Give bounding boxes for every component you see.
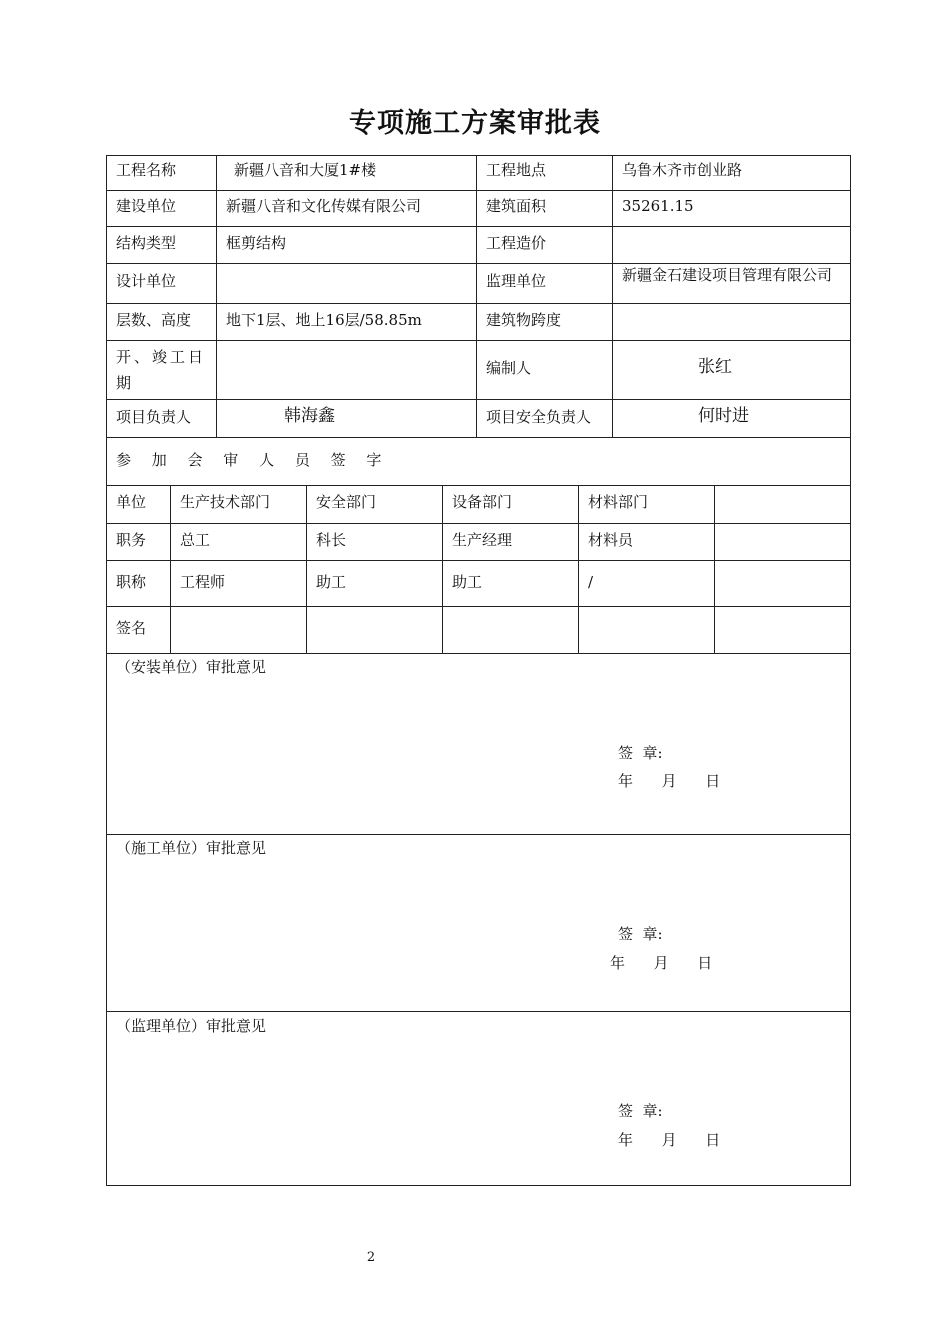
builder-label: 建设单位 — [116, 197, 177, 215]
floors-label: 层数、高度 — [116, 311, 192, 329]
supervisor-label: 监理单位 — [486, 272, 547, 290]
review-cell: 科长 — [316, 531, 347, 549]
column-divider — [476, 155, 477, 438]
area-value: 35261.15 — [622, 197, 694, 215]
safety-label: 项目安全负责人 — [486, 408, 592, 426]
project-name-label: 工程名称 — [116, 161, 177, 179]
review-cell: 助工 — [452, 573, 483, 591]
review-cell: 设备部门 — [452, 493, 513, 511]
review-cell: 安全部门 — [316, 493, 377, 511]
floors-value: 地下1层、地上16层/58.85m — [226, 311, 422, 329]
construction-seal-label: 签 章: — [618, 925, 663, 943]
row-divider — [106, 399, 851, 400]
column-divider — [442, 485, 443, 654]
review-row-label: 职称 — [116, 573, 147, 591]
project-location-label: 工程地点 — [486, 161, 547, 179]
review-cell: 工程师 — [180, 573, 226, 591]
review-row-label: 单位 — [116, 493, 147, 511]
review-row-label: 职务 — [116, 531, 147, 549]
row-divider — [106, 1011, 851, 1012]
dates-label: 开、竣工日期 — [116, 348, 207, 392]
safety-value: 何时进 — [698, 406, 749, 426]
supervision-opinion-label: （监理单位）审批意见 — [116, 1017, 267, 1035]
construction-date-label: 年 月 日 — [610, 954, 713, 972]
row-divider — [106, 653, 851, 654]
row-divider — [106, 190, 851, 191]
row-divider — [106, 340, 851, 341]
column-divider — [216, 155, 217, 438]
supervision-date-label: 年 月 日 — [618, 1131, 721, 1149]
project-name-value: 新疆八音和大厦1#楼 — [234, 161, 377, 179]
page-number: 2 — [366, 1250, 376, 1265]
column-divider — [306, 485, 307, 654]
design-label: 设计单位 — [116, 272, 177, 290]
review-cell: 材料部门 — [588, 493, 649, 511]
row-divider — [106, 485, 851, 486]
review-cell: 助工 — [316, 573, 347, 591]
review-cell: 生产技术部门 — [180, 493, 271, 511]
pm-value: 韩海鑫 — [284, 406, 335, 426]
install-opinion-label: （安装单位）审批意见 — [116, 658, 267, 676]
pm-label: 项目负责人 — [116, 408, 192, 426]
row-divider — [106, 437, 851, 438]
page-title: 专项施工方案审批表 — [349, 108, 601, 139]
row-divider — [106, 560, 851, 561]
column-divider — [578, 485, 579, 654]
row-divider — [106, 606, 851, 607]
span-label: 建筑物跨度 — [486, 311, 562, 329]
review-cell: 生产经理 — [452, 531, 513, 549]
review-cell: 总工 — [180, 531, 211, 549]
review-section-label: 参 加 会 审 人 员 签 字 — [116, 451, 390, 469]
supervisor-value: 新疆金石建设项目管理有限公司 — [622, 266, 833, 284]
structure-label: 结构类型 — [116, 234, 177, 252]
author-value: 张红 — [698, 357, 732, 377]
row-divider — [106, 226, 851, 227]
structure-value: 框剪结构 — [226, 234, 287, 252]
project-location-value: 乌鲁木齐市创业路 — [622, 161, 743, 179]
column-divider — [612, 155, 613, 438]
author-label: 编制人 — [486, 359, 532, 377]
supervision-seal-label: 签 章: — [618, 1102, 663, 1120]
construction-opinion-label: （施工单位）审批意见 — [116, 839, 267, 857]
cost-label: 工程造价 — [486, 234, 547, 252]
builder-value: 新疆八音和文化传媒有限公司 — [226, 197, 422, 215]
review-row-label: 签名 — [116, 619, 147, 637]
area-label: 建筑面积 — [486, 197, 547, 215]
column-divider — [714, 485, 715, 654]
row-divider — [106, 834, 851, 835]
install-date-label: 年 月 日 — [618, 772, 721, 790]
row-divider — [106, 263, 851, 264]
column-divider — [170, 485, 171, 654]
row-divider — [106, 303, 851, 304]
review-cell: 材料员 — [588, 531, 634, 549]
row-divider — [106, 523, 851, 524]
install-seal-label: 签 章: — [618, 744, 663, 762]
review-cell: / — [588, 573, 594, 591]
